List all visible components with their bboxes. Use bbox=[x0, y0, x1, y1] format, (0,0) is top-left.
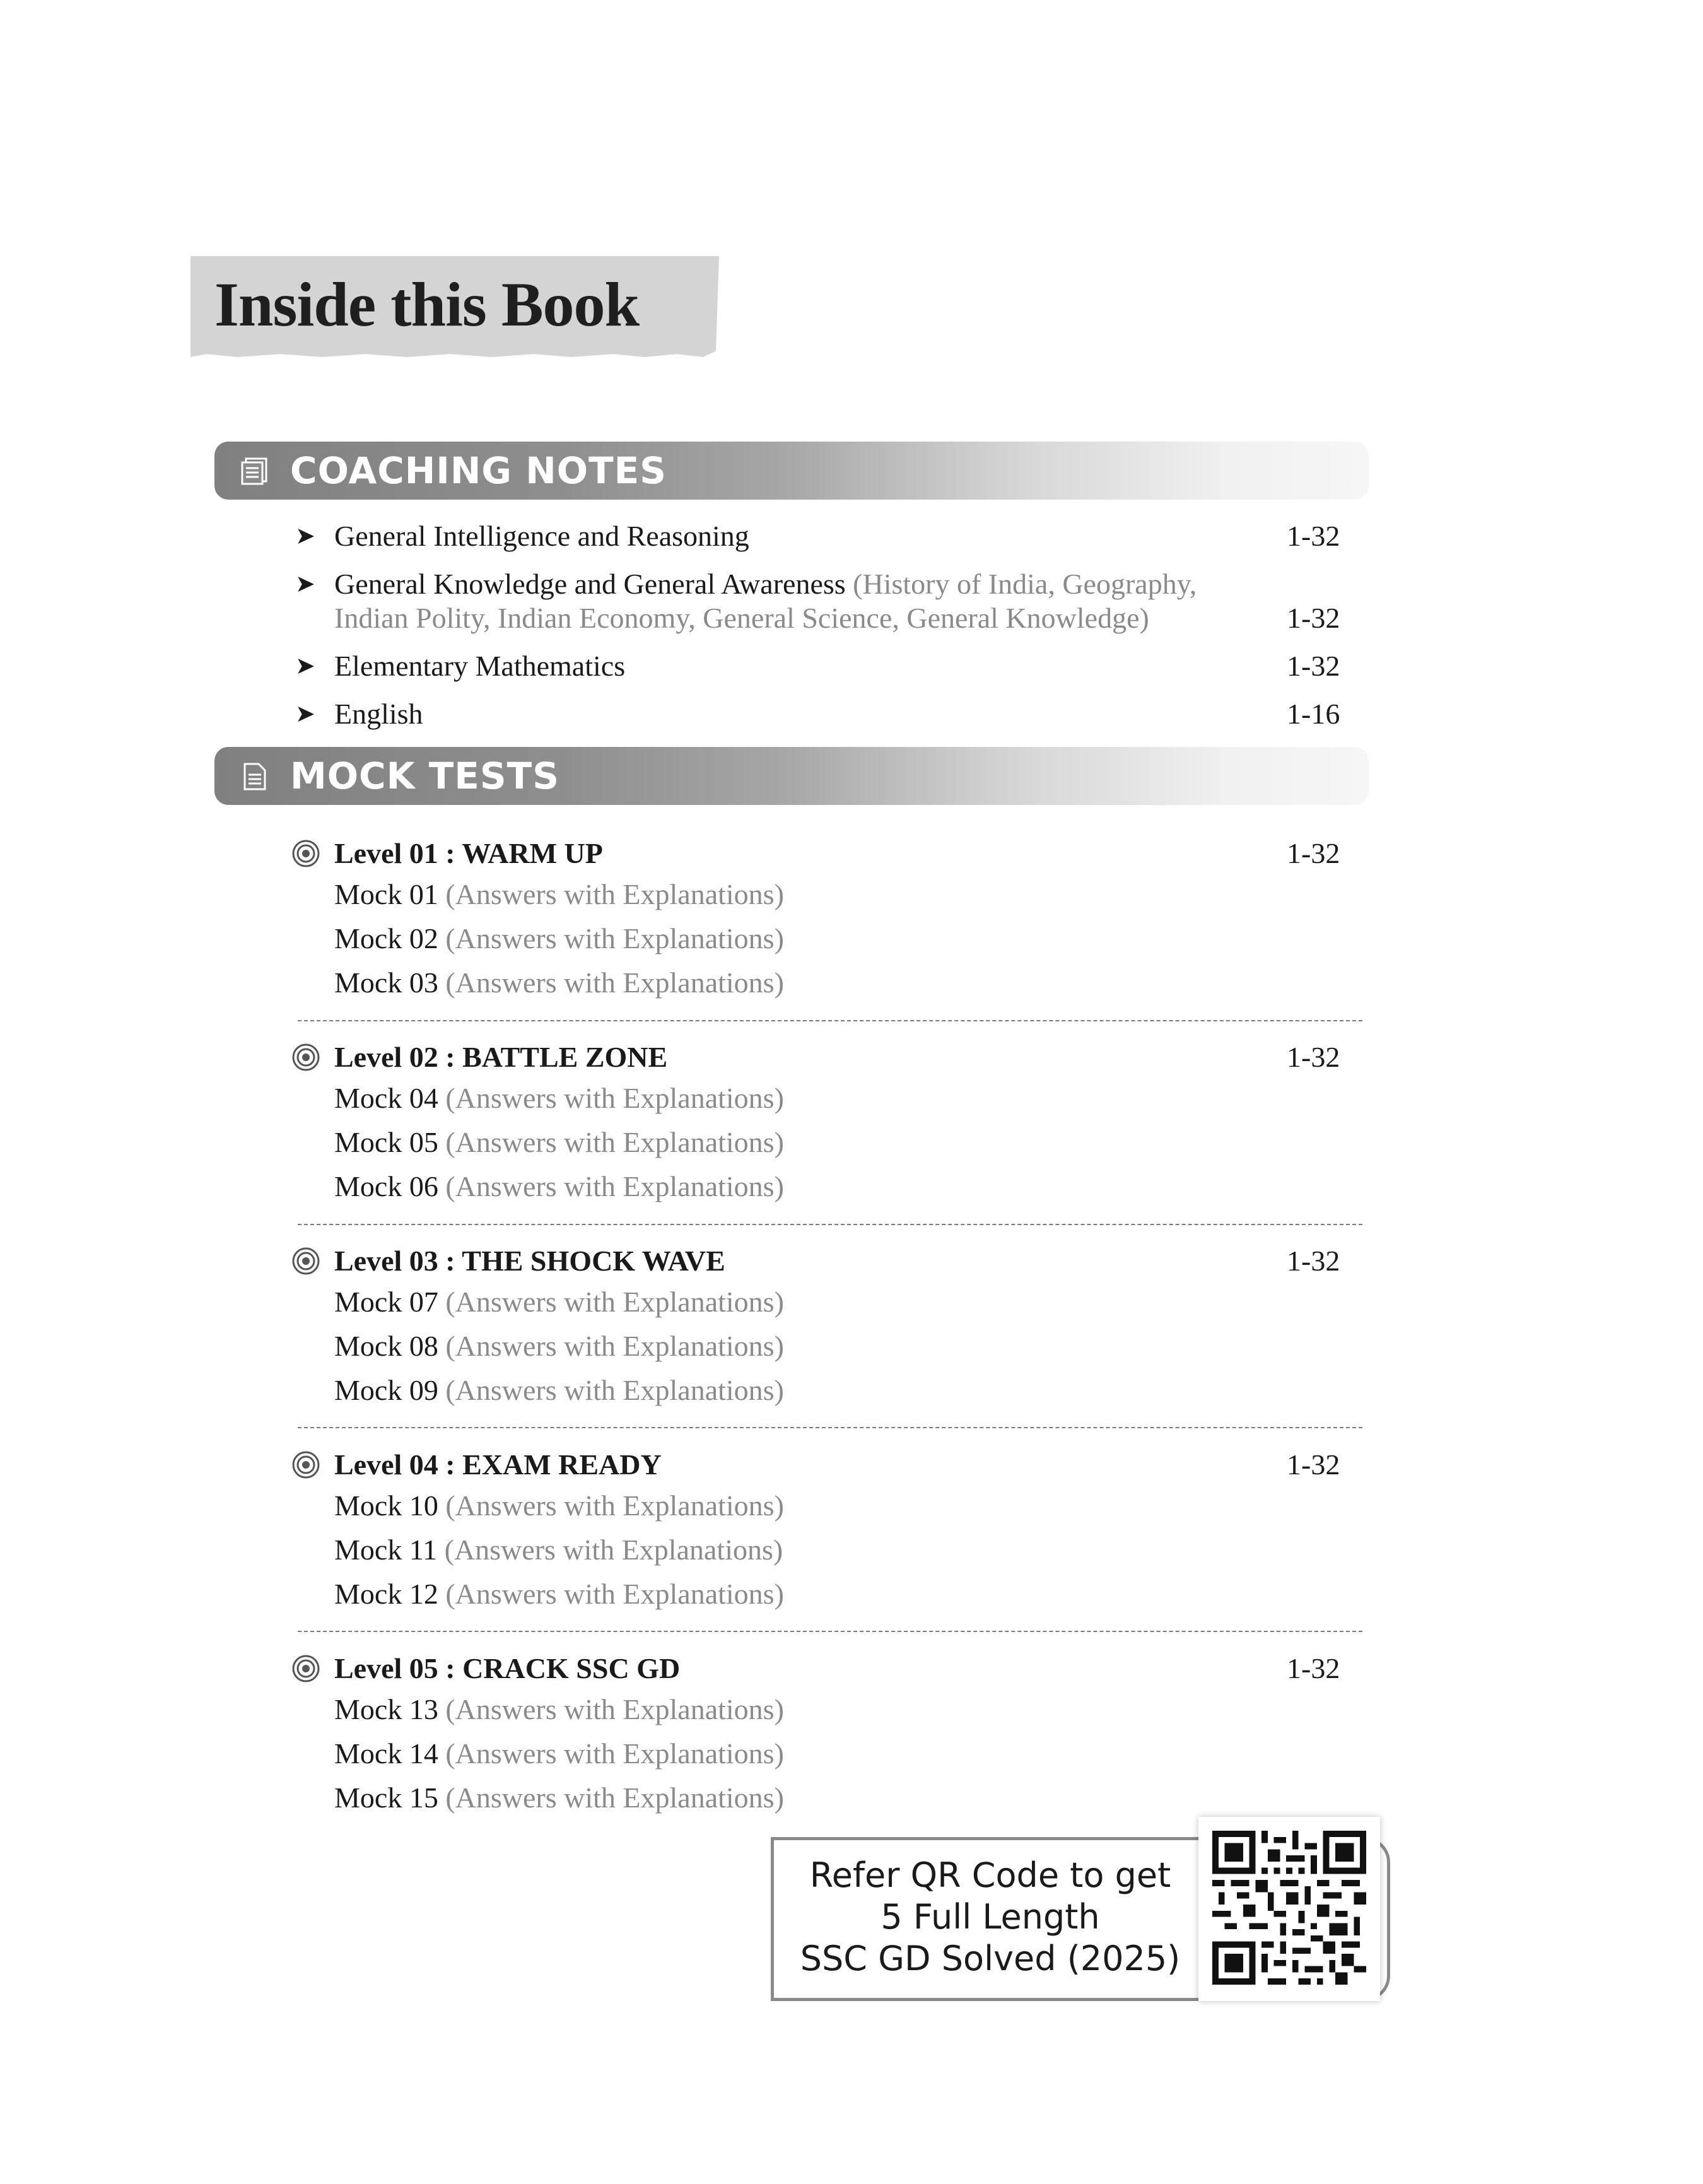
mock-label: Mock 10 bbox=[334, 1489, 438, 1522]
mock-note: (Answers with Explanations) bbox=[445, 1082, 784, 1114]
mock-item bbox=[334, 965, 784, 1001]
level-title: Level 03 : THE SHOCK WAVE bbox=[334, 1245, 725, 1277]
mock-tests-label: MOCK TESTS bbox=[290, 754, 560, 797]
toc-item-gk-detail: (History of India, Geography, bbox=[853, 568, 1197, 600]
qr-callout-line2: 5 Full Length bbox=[881, 1897, 1100, 1937]
mock-note: (Answers with Explanations) bbox=[445, 1374, 784, 1406]
bullet-arrow-icon: ➤ bbox=[295, 523, 315, 549]
mock-note: (Answers with Explanations) bbox=[445, 966, 784, 999]
mock-label: Mock 09 bbox=[334, 1374, 438, 1406]
toc-page: 1-32 bbox=[1287, 1652, 1340, 1684]
page-title: Inside this Book bbox=[214, 269, 640, 339]
mock-note: (Answers with Explanations) bbox=[445, 922, 784, 954]
target-icon bbox=[291, 1043, 320, 1072]
level-title: Level 05 : CRACK SSC GD bbox=[334, 1652, 681, 1684]
qr-callout-line1: Refer QR Code to get bbox=[809, 1855, 1171, 1895]
section-divider bbox=[298, 1020, 1362, 1021]
mock-label: Mock 03 bbox=[334, 966, 438, 999]
mock-item bbox=[334, 877, 784, 912]
mock-note: (Answers with Explanations) bbox=[444, 1534, 783, 1566]
target-icon bbox=[291, 1450, 320, 1479]
mock-item bbox=[334, 1125, 784, 1160]
mock-label: Mock 01 bbox=[334, 878, 438, 910]
mock-label: Mock 07 bbox=[334, 1286, 438, 1318]
mock-item bbox=[334, 921, 784, 956]
qr-code-icon[interactable] bbox=[1212, 1831, 1366, 1985]
level-title: Level 02 : BATTLE ZONE bbox=[334, 1041, 668, 1073]
toc-page: 1-32 bbox=[1287, 1041, 1340, 1073]
section-divider bbox=[298, 1427, 1362, 1428]
mock-label: Mock 11 bbox=[334, 1534, 438, 1566]
mock-label: Mock 02 bbox=[334, 922, 438, 954]
toc-page: 1-32 bbox=[1287, 837, 1340, 869]
toc-item-gk-main: General Knowledge and General Awareness bbox=[334, 568, 846, 600]
mock-label: Mock 04 bbox=[334, 1082, 438, 1114]
mock-note: (Answers with Explanations) bbox=[445, 878, 784, 910]
mock-label: Mock 05 bbox=[334, 1126, 438, 1158]
toc-page: 1-32 bbox=[1287, 602, 1340, 634]
toc-page: 1-32 bbox=[1287, 1448, 1340, 1481]
mock-item bbox=[334, 1169, 784, 1204]
mock-note: (Answers with Explanations) bbox=[445, 1126, 784, 1158]
toc-page: 1-32 bbox=[1287, 650, 1340, 682]
mock-label: Mock 14 bbox=[334, 1737, 438, 1770]
mock-label: Mock 06 bbox=[334, 1170, 438, 1202]
mock-label: Mock 08 bbox=[334, 1330, 438, 1362]
toc-page: 1-32 bbox=[1287, 520, 1340, 552]
mock-tests-header bbox=[214, 747, 1369, 805]
mock-item bbox=[334, 1736, 784, 1771]
mock-label: Mock 15 bbox=[334, 1782, 438, 1814]
notes-stack-icon bbox=[240, 457, 269, 486]
toc-item-maths: Elementary Mathematics bbox=[334, 650, 626, 682]
mock-note: (Answers with Explanations) bbox=[445, 1578, 784, 1610]
mock-label: Mock 12 bbox=[334, 1578, 438, 1610]
target-icon bbox=[291, 1247, 320, 1276]
mock-item bbox=[334, 1488, 784, 1524]
bullet-arrow-icon: ➤ bbox=[295, 653, 315, 679]
mock-item bbox=[334, 1576, 784, 1612]
toc-page: 1-32 bbox=[1287, 1245, 1340, 1277]
mock-item bbox=[334, 1692, 784, 1727]
document-icon bbox=[240, 762, 269, 791]
mock-note: (Answers with Explanations) bbox=[445, 1286, 784, 1318]
section-divider bbox=[298, 1631, 1362, 1632]
target-icon bbox=[291, 1654, 320, 1683]
toc-page: 1-16 bbox=[1287, 698, 1340, 730]
mock-note: (Answers with Explanations) bbox=[445, 1330, 784, 1362]
mock-item bbox=[334, 1329, 784, 1364]
mock-item bbox=[334, 1081, 784, 1116]
mock-note: (Answers with Explanations) bbox=[445, 1782, 784, 1814]
toc-item-english: English bbox=[334, 698, 423, 730]
mock-note: (Answers with Explanations) bbox=[445, 1693, 784, 1725]
toc-item-gk-detail-line2: Indian Polity, Indian Economy, General Science, General Knowledge) bbox=[334, 602, 1149, 634]
toc-item-reasoning: General Intelligence and Reasoning bbox=[334, 520, 749, 552]
coaching-notes-label: COACHING NOTES bbox=[290, 449, 667, 492]
target-icon bbox=[291, 839, 320, 868]
mock-note: (Answers with Explanations) bbox=[445, 1737, 784, 1770]
mock-item bbox=[334, 1373, 784, 1408]
qr-callout-text bbox=[782, 1855, 1198, 1980]
mock-item bbox=[334, 1780, 784, 1816]
mock-note: (Answers with Explanations) bbox=[445, 1489, 784, 1522]
section-divider bbox=[298, 1224, 1362, 1225]
bullet-arrow-icon: ➤ bbox=[295, 571, 315, 597]
mock-item bbox=[334, 1532, 783, 1568]
level-title: Level 04 : EXAM READY bbox=[334, 1448, 662, 1481]
level-title: Level 01 : WARM UP bbox=[334, 837, 603, 869]
mock-note: (Answers with Explanations) bbox=[445, 1170, 784, 1202]
coaching-notes-header bbox=[214, 442, 1369, 500]
mock-label: Mock 13 bbox=[334, 1693, 438, 1725]
qr-callout-line3: SSC GD Solved (2025) bbox=[800, 1939, 1181, 1978]
bullet-arrow-icon: ➤ bbox=[295, 701, 315, 727]
mock-item bbox=[334, 1284, 784, 1320]
toc-item-gk bbox=[334, 567, 1350, 602]
